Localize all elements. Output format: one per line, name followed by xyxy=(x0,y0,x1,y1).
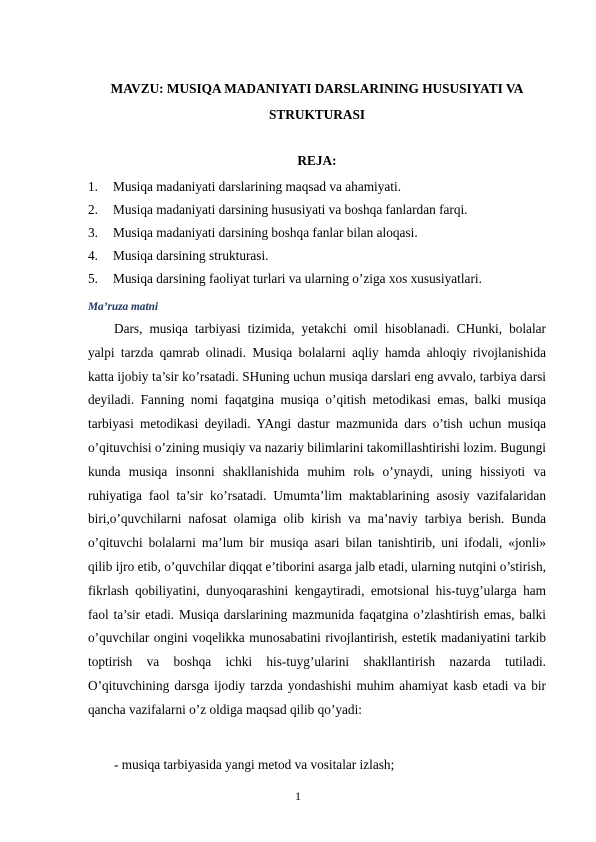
plan-item-number: 1. xyxy=(88,179,98,194)
plan-item-4 xyxy=(88,244,482,267)
plan-item-number: 2. xyxy=(88,202,98,217)
section-label: Ma’ruza matni xyxy=(88,301,158,313)
plan-item-2 xyxy=(88,198,482,221)
document-title-line-2: STRUKTURASI xyxy=(268,107,366,122)
plan-item-number: 5. xyxy=(88,271,98,286)
plan-heading: REJA: xyxy=(297,153,337,168)
plan-item-text: Musiqa madaniyati darsining hususiyati va boshqa fanlardan farqi. xyxy=(113,202,468,217)
plan-item-1 xyxy=(88,175,482,198)
plan-item-text: Musiqa madaniyati darslarining maqsad va ahamiyati. xyxy=(113,179,402,194)
document-title-line-1: MAVZU: MUSIQA MADANIYATI DARSLARINING HUSUSIYATI VA xyxy=(110,81,524,96)
plan-item-number: 3. xyxy=(88,225,98,240)
plan-item-text: Musiqa darsining strukturasi. xyxy=(113,248,269,263)
plan-item-text: Musiqa madaniyati darsining boshqa fanlar bilan aloqasi. xyxy=(113,225,418,240)
plan-item-number: 4. xyxy=(88,248,98,263)
plan-list xyxy=(88,175,482,290)
body-paragraph: Dars, musiqa tarbiyasi tizimida, yetakchi omil hisoblanadi. CHunki, bolalar yalpi tarzda qamrab olinadi. Musiqa bolalarni aqliy hamda ahloqiy rivojlanishida katta ijobiy ta’sir ko’rsatadi. SHuning uchun musiqa darslari eng avvalo, tarbiya darsi deyiladi. Fanning nomi faqatgina musiqa o’qitish metodikasi emas, balki musiqa tarbiyasi metodikasi deyiladi. YAngi dastur mazmunida dars o’tish uchun musiqa o’qituvchisi o’zining musiqiy va nazariy bilimlarini takomillashtirishi lozim. Bugungi kunda musiqa insonni shakllanishida muhim rolь o’ynaydi, uning hissiyoti va ruhiyatiga faol ta’sir ko’rsatadi. Umumta’lim maktablarining asosiy vazifalaridan biri,o’quvchilarni nafosat olamiga olib kirish va ma’naviy tarbiya berish. Bunda o’qituvchi bolalarni ma’lum bir musiqa asari bilan tanishtirib, uni ifodali, «jonli» qilib ijro etib, o’quvchilar diqqat e’tiborini asarga jalb etadi, ularning nutqini o’stirish, fikrlash qobiliyatini, dunyoqarashini kengaytiradi, emotsional his-tuyg’ularga ham faol ta’sir etadi. Musiqa darslarining mazmunida faqatgina o’zlashtirish emas, balki o’quvchilar ongini voqelikka munosabatini rivojlantirish, estetik madaniyatini tarkib toptirish va boshqa ichki his-tuyg’ularini shakllantirish nazarda tutiladi. O’qituvchining darsga ijodiy tarzda yondashishi muhim ahamiyat kasb etadi va bir qancha vazifalarni o’z oldiga maqsad qilib qo’yadi: xyxy=(88,321,546,717)
plan-item-5 xyxy=(88,267,482,290)
plan-item-text: Musiqa darsining faoliyat turlari va ularning o’ziga xos xususiyatlari. xyxy=(113,271,482,286)
page-number: 1 xyxy=(295,789,301,803)
dash-list-item: - musiqa tarbiyasida yangi metod va vositalar izlash; xyxy=(114,757,395,772)
plan-item-3 xyxy=(88,221,482,244)
